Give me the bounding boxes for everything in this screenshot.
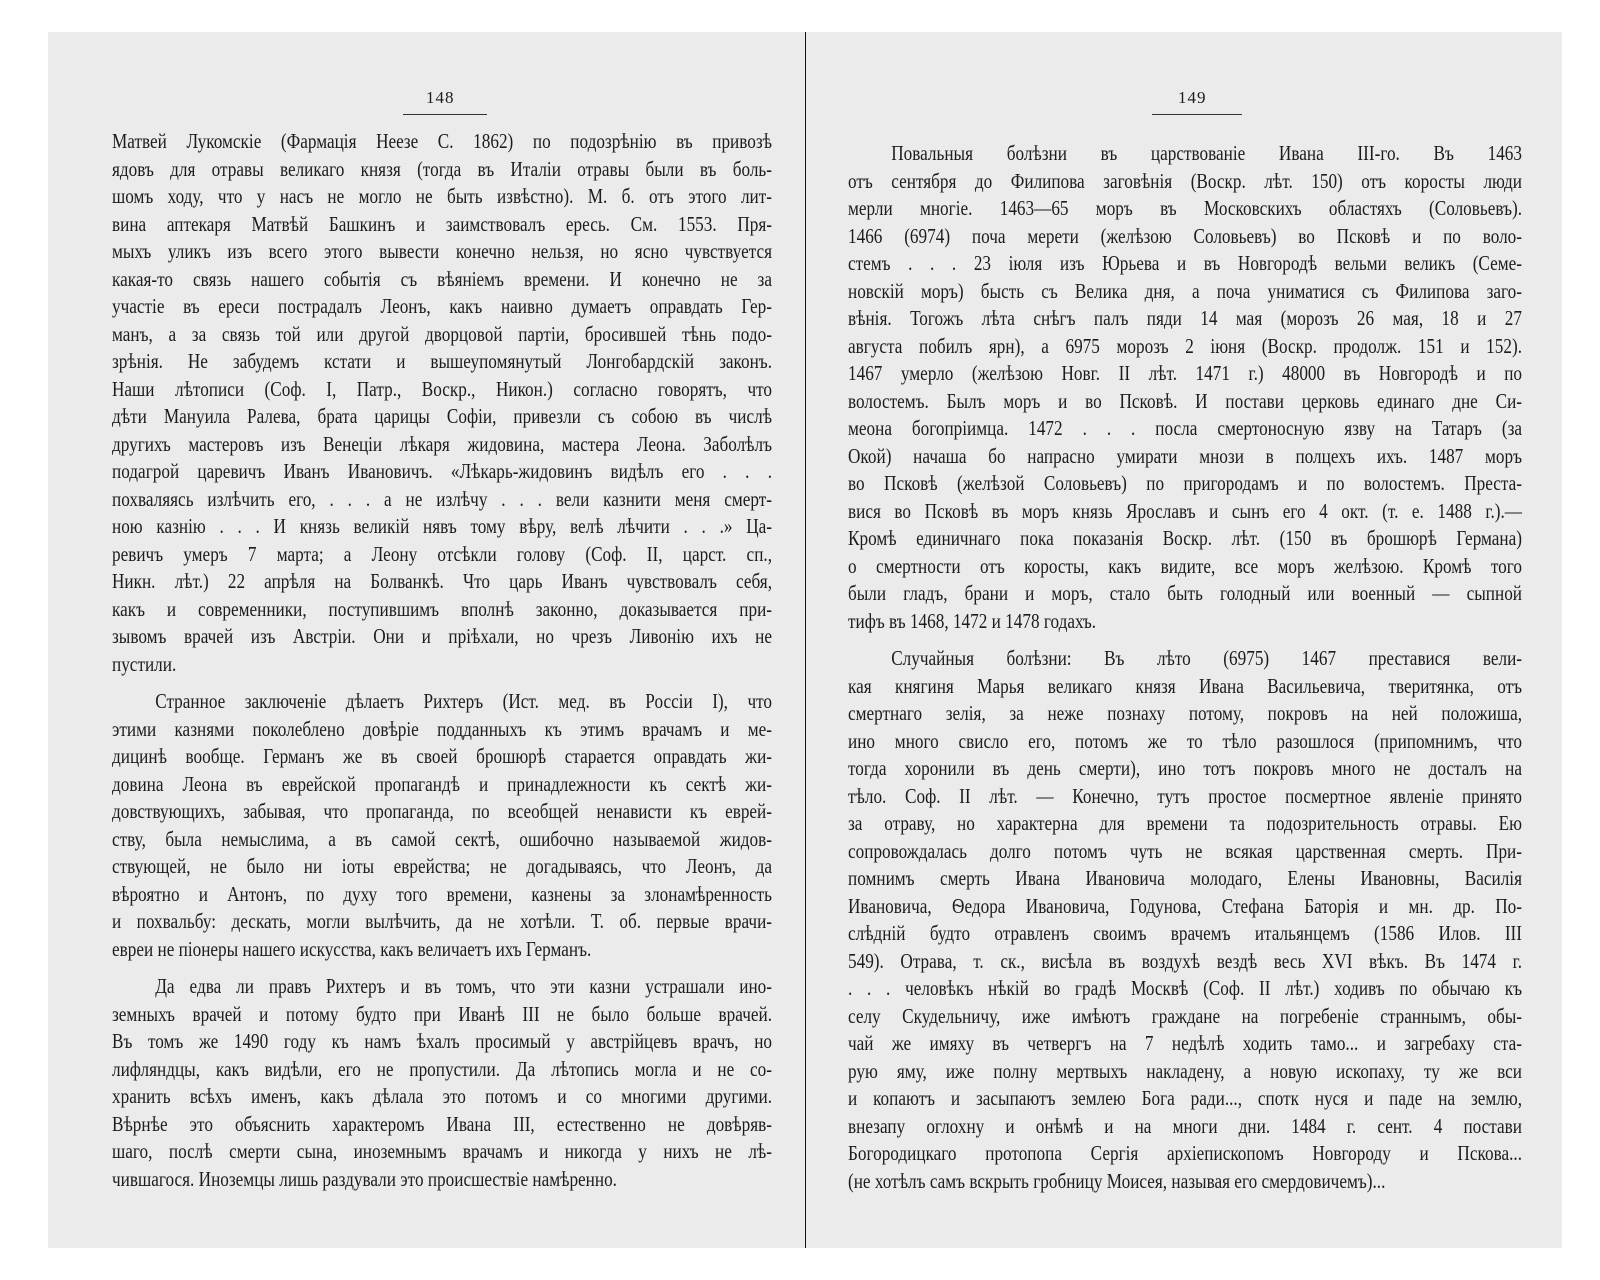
text-line: пустили. — [112, 651, 177, 676]
text-line: довствующихъ, забывая, что пропаганда, по всеобщей ненависти къ еврей- — [112, 799, 772, 823]
text-line: ству, была немыслима, а въ самой сектѣ, ошибочно называемой жидов- — [112, 826, 772, 851]
text-line: вина аптекаря Матвѣй Башкинъ и заимствовалъ ересь. См. 1553. Пря- — [112, 211, 772, 236]
left-page — [48, 32, 806, 1248]
paragraph — [112, 128, 772, 678]
text-line: чившагося. Иноземцы лишь раздували это происшествіе намѣренно. — [112, 1166, 617, 1191]
right-page-text — [848, 140, 1522, 1195]
text-line: тѣло. Соф. II лѣт. — Конечно, тутъ простое посмертное явленiе принято — [848, 783, 1522, 808]
text-line: участіе въ ереси пострадалъ Леонъ, какъ наивно думаетъ оправдать Гер- — [112, 294, 772, 318]
text-line: лифляндцы, какъ видѣли, его не пропустили. Да лѣтопись могла и не со- — [112, 1056, 772, 1081]
text-line: дѣти Мануила Ралева, брата царицы Софіи, привезли съ собою въ числѣ — [112, 404, 772, 428]
text-line: были гладъ, брани и моръ, стало быть голодный или военный — сыпной — [848, 581, 1522, 605]
text-line: подагрой царевичъ Иванъ Ивановичъ. «Лѣкарь-жидовинъ видѣлъ его . . . — [112, 459, 772, 483]
text-line: Наши лѣтописи (Соф. I, Патр., Воскр., Никон.) согласно говорятъ, что — [112, 376, 772, 401]
text-line: меона богопрiимца. 1472 . . . посла смертоносную язву на Татаръ (за — [848, 416, 1522, 440]
paragraph — [848, 645, 1522, 1195]
text-line: Повальныя болѣзни въ царствованiе Ивана III-го. Въ 1463 — [891, 141, 1522, 165]
text-line: другихъ мастеровъ изъ Венеціи лѣкаря жидовина, мастера Леона. Заболѣлъ — [112, 431, 772, 456]
text-line: 549). Отрава, т. ск., висѣла въ воздухѣ вездѣ весь XVI вѣкъ. Въ 1474 г. — [848, 948, 1522, 973]
text-line: во Псковѣ (желѣзой Соловьевъ) по пригородамъ и по волостемъ. Преста- — [848, 471, 1522, 495]
text-line: Случайныя болѣзни: Въ лѣто (6975) 1467 преставися вели- — [891, 646, 1522, 670]
text-line: какая-то связь нашего событія съ вѣяніемъ времени. И конечно не за — [112, 266, 772, 291]
page-number: 149 — [1178, 88, 1207, 107]
text-line: вѣроятно и Антонъ, по духу того времени, казнены за злонамѣренность — [112, 881, 772, 906]
text-line: . . . человѣкъ нѣкiй во градѣ Москвѣ (Соф. II лѣт.) ходивъ по обычаю къ — [848, 976, 1522, 1000]
text-line: какъ и современники, поступившимъ вполнѣ законно, доказывается при- — [112, 596, 772, 621]
text-line: Вѣрнѣе это объяснить характеромъ Ивана III, естественно не довѣряв- — [112, 1111, 772, 1136]
text-line: манъ, а за связь той или другой дворцовой партiи, бросившей тѣнь подо- — [112, 321, 772, 346]
paragraph-gap — [112, 963, 772, 973]
text-line: дицинѣ вообще. Германъ же въ своей брошюрѣ старается оправдать жи- — [112, 744, 772, 768]
text-line: и похвальбу: дескать, могли вылѣчить, да не хотѣли. Т. об. первые врачи- — [112, 909, 772, 933]
page-number: 148 — [426, 88, 455, 107]
text-line: Окой) начаша бо напрасно умирати мнози в полцехъ ихъ. 1487 моръ — [848, 443, 1522, 468]
text-line: вися во Псковѣ въ моръ князь Ярославъ и сынъ его 4 окт. (т. е. 1488 г.).— — [848, 498, 1522, 523]
text-line: земныхъ врачей и потому будто при Иванѣ III не было больше врачей. — [112, 1001, 772, 1026]
right-page — [806, 32, 1562, 1248]
paragraph — [112, 973, 772, 1193]
text-line: ино много свисло его, потомъ же то тѣло разошлося (припомнимъ, что — [848, 728, 1522, 753]
paragraph-gap — [848, 635, 1522, 645]
text-line: помнимъ смерть Ивана Ивановича молодаго, Елены Ивановны, Василія — [848, 866, 1522, 890]
text-line: Матвей Лукомскіе (Фармацiя Heeзe C. 1862) по подозрѣнiю въ привозѣ — [112, 129, 772, 153]
text-line: шаго, послѣ смерти сына, иноземнымъ врачамъ и никогда у нихъ не лѣ- — [112, 1139, 772, 1163]
text-line: селу Скудельничу, иже имѣютъ граждане на погребенiе страннымъ, обы- — [848, 1003, 1522, 1028]
text-line: слѣднiй будто отравленъ своимъ врачемъ итальянцемъ (1586 Илов. III — [848, 921, 1522, 945]
text-line: отъ сентября до Филипова заговѣнія (Воскр. лѣт. 150) отъ коросты люди — [848, 168, 1522, 193]
text-line: евреи не піонеры нашего искусства, какъ величаетъ ихъ Германъ. — [112, 936, 592, 961]
text-line: (не хотѣлъ самъ вскрыть гробницу Моисея, называя его смердовичемъ)... — [848, 1168, 1386, 1193]
text-line: рую яму, иже полну мертвыхъ накладену, а новую ископаху, ту же вси — [848, 1058, 1522, 1083]
text-line: Въ томъ же 1490 году къ намъ ѣхалъ просимый у австрiйцевъ врачъ, но — [112, 1029, 772, 1053]
text-line: смертнаго зелiя, за неже познаху потому, покровъ на ней положиша, — [848, 701, 1522, 725]
text-line: мерли многіе. 1463—65 моръ въ Московскихъ областяхъ (Соловьевъ). — [848, 196, 1522, 220]
text-line: вѣнія. Тогожъ лѣта снѣгъ палъ пяди 14 мая (морозъ 26 мая, 18 и 27 — [848, 306, 1522, 330]
text-line: кая княгиня Марья великаго князя Ивана Васильевича, тверитянка, отъ — [848, 673, 1522, 698]
text-line: Да едва ли правъ Рихтеръ и въ томъ, что эти казни устрашали ино- — [155, 974, 772, 998]
text-line: мыхъ уликъ изъ всего этого вывести конечно нельзя, но ясно чувствуется — [112, 239, 772, 263]
text-line: новскiй моръ) бысть съ Велика дня, а поча униматися съ Филипова заго- — [848, 278, 1522, 303]
paragraph — [112, 688, 772, 963]
text-line: этими казнями поколеблено довѣріе подданныхъ къ этимъ врачамъ и ме- — [112, 716, 772, 741]
text-line: Богородицкаго протопопа Сергiя архiепископомъ Новгороду и Пскова... — [848, 1141, 1522, 1165]
text-line: за отраву, но характерна для времени та подозрительность отравы. Ею — [848, 811, 1522, 835]
text-line: стемъ . . . 23 iюля изъ Юрьева и въ Новгородѣ вельми великъ (Семе- — [848, 251, 1522, 275]
paragraph-gap — [112, 678, 772, 688]
text-line: Кромѣ единичнаго пока показанiя Воскр. лѣт. (150 въ брошюрѣ Германа) — [848, 526, 1522, 550]
left-page-text — [112, 128, 772, 1193]
text-line: чай же имяху въ четвергъ на 7 недѣлѣ ходить тамо... и загребаху ста- — [848, 1031, 1522, 1055]
page-number-rule — [403, 114, 487, 115]
text-line: зывомъ врачей изъ Австріи. Они и прiѣхали, но чрезъ Ливонiю ихъ не — [112, 624, 772, 648]
text-line: шомъ ходу, что у насъ не могло не быть извѣстно). М. б. отъ этого лит- — [112, 184, 772, 208]
text-line: тогда хоронили въ день смерти), ино тотъ покровъ много не досталъ на — [848, 756, 1522, 780]
text-line: ною казнiю . . . И князь великiй нявъ тому вѣру, велѣ лѣчити . . .» Ца- — [112, 514, 772, 538]
paragraph — [848, 140, 1522, 635]
text-line: Никн. лѣт.) 22 апрѣля на Болванкѣ. Что царь Иванъ чувствовалъ себя, — [112, 569, 772, 593]
text-line: о смертности отъ коросты, какъ видите, все моръ желѣзою. Кромѣ того — [848, 553, 1522, 578]
text-line: ревичъ умеръ 7 марта; а Леону отсѣкли голову (Соф. II, царст. сп., — [112, 541, 772, 566]
text-line: Странное заключенiе дѣлаетъ Рихтеръ (Ист. мед. въ Россiи I), что — [155, 689, 772, 713]
text-line: и копаютъ и засыпаютъ землею Бога ради..., спотк нуся и паде на землю, — [848, 1086, 1522, 1110]
text-line: 1467 умерло (желѣзою Новг. II лѣт. 1471 г.) 48000 въ Новгородѣ и по — [848, 361, 1522, 385]
text-line: внезапу оглохну и онѣмѣ и на многи дни. 1484 г. сент. 4 постави — [848, 1113, 1522, 1138]
text-line: похваляясь излѣчить его, . . . а не излѣчу . . . вели казнити меня смерт- — [112, 486, 772, 511]
text-line: Ивановича, Ѳедора Ивановича, Годунова, Стефана Баторія и мн. др. По- — [848, 893, 1522, 918]
text-line: хранить всѣхъ именъ, какъ дѣлала это потомъ и со многими другими. — [112, 1084, 772, 1108]
text-line: 1466 (6974) поча мерети (желѣзою Соловьевъ) во Псковѣ и по воло- — [848, 223, 1522, 248]
text-line: волостемъ. Былъ моръ и во Псковѣ. И постави церковь единаго дне Си- — [848, 388, 1522, 413]
text-line: ядовъ для отравы великаго князя (тогда въ Италіи отравы были въ боль- — [112, 156, 772, 181]
text-line: ствующей, не было ни іоты еврейства; не догадываясь, что Леонъ, да — [112, 854, 772, 878]
text-line: августа побилъ ярн), а 6975 морозъ 2 іюня (Воскр. продолж. 151 и 152). — [848, 333, 1522, 358]
book-spread-scan — [48, 32, 1562, 1248]
text-line: сопровождалась долго потомъ чуть не всякая царственная смерть. При- — [848, 838, 1522, 863]
text-line: зрѣнія. Не забудемъ кстати и вышеупомянутый Лонгобардскiй законъ. — [112, 349, 772, 373]
text-line: довина Леона въ еврейской пропагандѣ и принадлежности къ сектѣ жи- — [112, 771, 772, 796]
page-number-rule — [1152, 114, 1242, 115]
text-line: тифъ въ 1468, 1472 и 1478 годахъ. — [848, 608, 1097, 633]
